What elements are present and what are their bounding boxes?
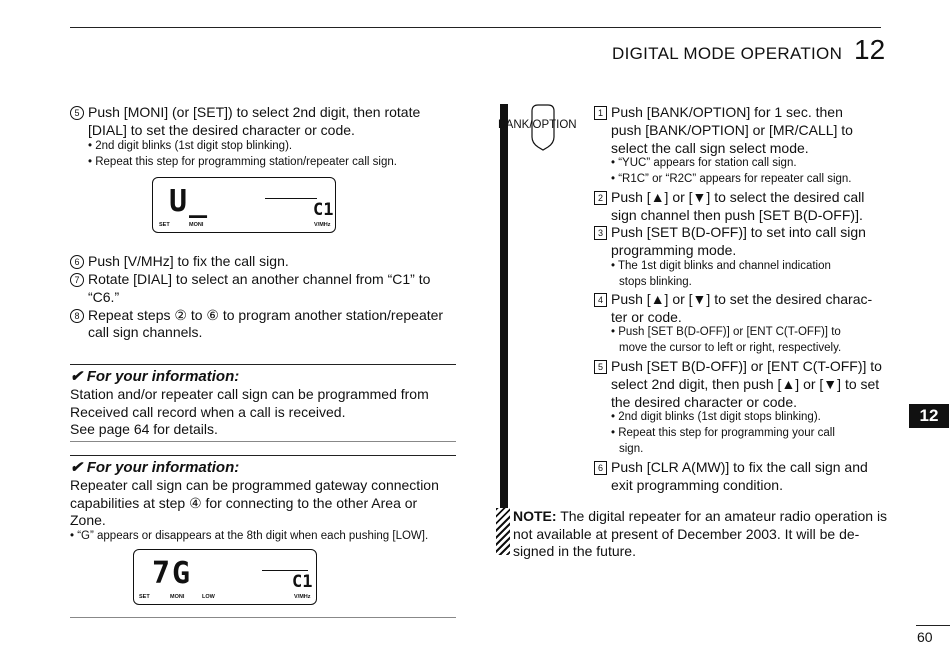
right-step-3-bullet-2: stops blinking.: [619, 276, 692, 288]
right-step-5-bullet-1: • 2nd digit blinks (1st digit stops blinking).: [611, 411, 821, 423]
right-step-1-bullet-1: • “YUC” appears for station call sign.: [611, 157, 797, 169]
step-5: 5 Push [MONI] (or [SET]) to select 2nd digit, then rotate: [70, 103, 420, 121]
fyi-1-line-2: Received call record when a call is received.: [70, 404, 346, 420]
left-bottom-rule: [70, 617, 456, 618]
right-step-3-bullet-1: • The 1st digit blinks and channel indication: [611, 260, 831, 272]
lcd-channel: C1: [313, 200, 334, 220]
step-5-bullet-2: • Repeat this step for programming station/repeater call sign.: [88, 156, 397, 168]
right-step-1: 1 Push [BANK/OPTION] for 1 sec. then: [594, 103, 843, 121]
fyi-2-line-1: Repeater call sign can be programmed gateway connection: [70, 477, 439, 493]
step-7: 7 Rotate [DIAL] to select an another channel from “C1” to: [70, 270, 430, 288]
right-step-1-bullet-2: • “R1C” or “R2C” appears for repeater call sign.: [611, 173, 852, 185]
note-line-2: not available at present of December 2003. It will be de-: [513, 526, 860, 542]
step-5-line2: [DIAL] to set the desired character or code.: [88, 122, 355, 138]
right-step-6-line-2: exit programming condition.: [611, 477, 783, 493]
fyi-1-title: ✔ For your information:: [70, 368, 240, 385]
note-line-1: NOTE: The digital repeater for an amateur radio operation is: [513, 508, 888, 524]
chapter-number: 12: [854, 34, 886, 65]
section-side-bar: [500, 104, 508, 519]
page-number: 60: [917, 629, 933, 645]
lcd-display-1: [152, 177, 336, 233]
top-rule: [70, 27, 881, 28]
step-5-bullet-1: • 2nd digit blinks (1st digit stop blinking).: [88, 140, 293, 152]
right-step-4-bullet-2: move the cursor to left or right, respectively.: [619, 342, 842, 354]
lcd-bar-indicator: [262, 570, 308, 571]
lcd-set-label: SET: [159, 222, 170, 228]
lcd-moni-label: MONI: [189, 222, 204, 228]
note-stripe-icon: [496, 508, 510, 555]
fyi-2-bullet: • “G” appears or disappears at the 8th digit when each pushing [LOW].: [70, 530, 429, 542]
right-step-4-line-2: ter or code.: [611, 309, 682, 325]
lcd-low-label: LOW: [202, 594, 215, 600]
right-step-1-line-3: select the call sign select mode.: [611, 140, 809, 156]
step-7-line2: “C6.”: [88, 289, 120, 305]
fyi-1-line-1: Station and/or repeater call sign can be programmed from: [70, 386, 429, 402]
step-8: 8 Repeat steps ② to ⑥ to program another station/repeater: [70, 306, 443, 324]
lcd-channel: C1: [292, 572, 313, 592]
lcd-display-2: [133, 549, 317, 605]
right-step-3: 3 Push [SET B(D-OFF)] to set into call sign: [594, 223, 866, 241]
step-6: 6 Push [V/MHz] to fix the call sign.: [70, 252, 289, 270]
lcd-moni-label: MONI: [170, 594, 185, 600]
fyi-1-top-rule: [70, 364, 456, 365]
note-line-3: signed in the future.: [513, 543, 636, 559]
fyi-2-title: ✔ For your information:: [70, 459, 240, 476]
lcd-call-sign-chars: 7G: [152, 556, 193, 591]
right-step-4: 4 Push [▲] or [▼] to set the desired charac-: [594, 290, 872, 308]
right-step-6: 6 Push [CLR A(MW)] to fix the call sign and: [594, 458, 868, 476]
chapter-title: DIGITAL MODE OPERATION: [612, 44, 843, 63]
lcd-vmhz-label: V/MHz: [314, 222, 331, 228]
step-8-line2: call sign channels.: [88, 324, 203, 340]
fyi-2-line-3: Zone.: [70, 512, 106, 528]
right-step-5-bullet-3: sign.: [619, 443, 644, 455]
right-step-5-bullet-2: • Repeat this step for programming your call: [611, 427, 835, 439]
fyi-2-top-rule: [70, 455, 456, 456]
lcd-vmhz-label: V/MHz: [294, 594, 311, 600]
bank-option-key-label: BANK/OPTION: [498, 119, 577, 131]
right-step-1-line-2: push [BANK/OPTION] or [MR/CALL] to: [611, 122, 853, 138]
lcd-set-label: SET: [139, 594, 150, 600]
fyi-1-bottom-rule: [70, 441, 456, 442]
right-step-5: 5 Push [SET B(D-OFF)] or [ENT C(T-OFF)] to: [594, 357, 882, 375]
right-step-2-line-2: sign channel then push [SET B(D-OFF)].: [611, 207, 863, 223]
page-number-rule: [916, 625, 950, 626]
right-step-3-line-2: programming mode.: [611, 242, 737, 258]
right-step-5-line-3: the desired character or code.: [611, 394, 797, 410]
fyi-1-line-3: See page 64 for details.: [70, 421, 218, 437]
right-step-5-line-2: select 2nd digit, then push [▲] or [▼] to set: [611, 376, 880, 392]
lcd-call-sign-chars: U_: [169, 184, 210, 219]
fyi-2-line-2: capabilities at step ④ for connecting to the other Area or: [70, 495, 418, 511]
chapter-tab: 12: [909, 404, 949, 428]
right-step-2: 2 Push [▲] or [▼] to select the desired call: [594, 188, 864, 206]
lcd-bar-indicator: [265, 198, 317, 199]
right-step-4-bullet-1: • Push [SET B(D-OFF)] or [ENT C(T-OFF)] to: [611, 326, 841, 338]
